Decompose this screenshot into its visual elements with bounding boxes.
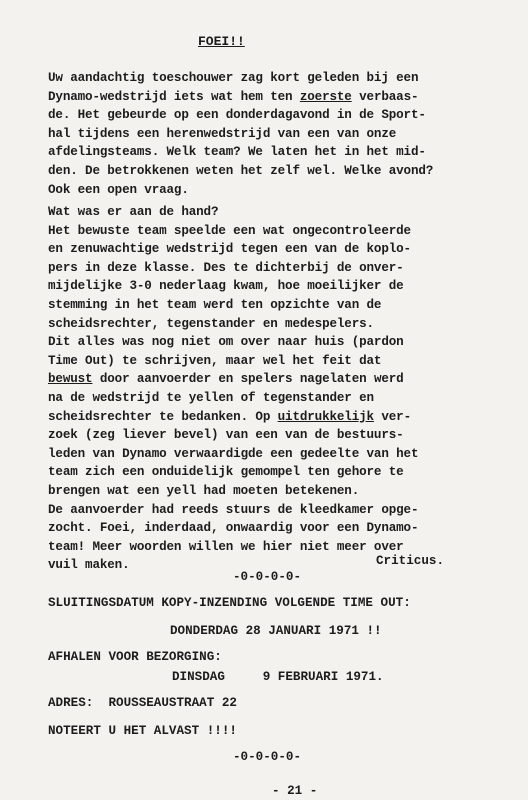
text-line: Wat was er aan de hand?	[48, 205, 219, 219]
text-line: hal tijdens een herenwedstrijd van een van onze	[48, 126, 397, 141]
text-line: de. Het gebeurde op een donderdagavond in de Sport-	[48, 108, 426, 123]
text-line: afdelingsteams. Welk team? We laten het in het mid-	[48, 145, 426, 160]
text-line: Dynamo-wedstrijd iets wat hem ten zoerste verbaas-	[48, 89, 419, 104]
page-number: - 21 -	[272, 784, 318, 798]
text-line: brengen wat een yell had moeten betekenen.	[48, 483, 360, 498]
pickup-date: DINSDAG 9 FEBRUARI 1971.	[172, 670, 384, 684]
text-line: scheidsrechter, tegenstander en medespelers.	[48, 316, 374, 331]
text-line: Ook een open vraag.	[48, 182, 189, 197]
text-line: pers in deze klasse. Des te dichterbij de onver-	[48, 260, 404, 275]
address: ADRES: ROUSSEAUSTRAAT 22	[48, 696, 237, 710]
text-line: den. De betrokkenen weten het zelf wel. Welke avond?	[48, 163, 434, 178]
pickup-label: AFHALEN VOOR BEZORGING:	[48, 650, 222, 664]
text-line: stemming in het team werd ten opzichte van de	[48, 297, 382, 312]
text-line: team zich een onduidelijk gemompel ten gehore te	[48, 465, 404, 480]
text-line: Uw aandachtig toeschouwer zag kort geleden bij een	[48, 71, 419, 85]
text-line: scheidsrechter te bedanken. Op uitdrukkelijk ver-	[48, 409, 411, 424]
text-line: zocht. Foei, inderdaad, onwaardig voor een Dynamo-	[48, 521, 419, 536]
text-line: na de wedstrijd te yellen of tegenstander en	[48, 390, 374, 405]
paragraph-intro	[48, 69, 518, 199]
closing-label: SLUITINGSDATUM KOPY-INZENDING VOLGENDE TIME OUT:	[48, 596, 411, 610]
reminder: NOTEERT U HET ALVAST !!!!	[48, 724, 237, 738]
text-line: Time Out) te schrijven, maar wel het feit dat	[48, 353, 382, 368]
closing-date: DONDERDAG 28 JANUARI 1971 !!	[170, 624, 382, 638]
text-line: vuil maken.	[48, 558, 130, 573]
text-line: en zenuwachtige wedstrijd tegen een van de koplo-	[48, 242, 411, 257]
separator-bottom: -0-0-0-0-	[233, 750, 302, 764]
separator-top: -0-0-0-0-	[233, 570, 302, 584]
text-line: mijdelijke 3-0 nederlaag kwam, hoe moeilijker de	[48, 279, 404, 294]
paragraph-main	[48, 203, 518, 575]
text-line: De aanvoerder had reeds stuurs de kleedkamer opge-	[48, 502, 419, 517]
text-line: Het bewuste team speelde een wat ongecontroleerde	[48, 223, 411, 238]
signature: Criticus.	[376, 554, 445, 568]
text-line: leden van Dynamo verwaardigde een gedeelte van het	[48, 446, 419, 461]
text-line: bewust door aanvoerder en spelers nagelaten werd	[48, 372, 404, 387]
text-line: team! Meer woorden willen we hier niet meer over	[48, 539, 404, 554]
page-title: FOEI!!	[198, 34, 245, 49]
text-line: zoek (zeg liever bevel) van een van de bestuurs-	[48, 428, 404, 443]
text-line: Dit alles was nog niet om over naar huis (pardon	[48, 335, 404, 350]
